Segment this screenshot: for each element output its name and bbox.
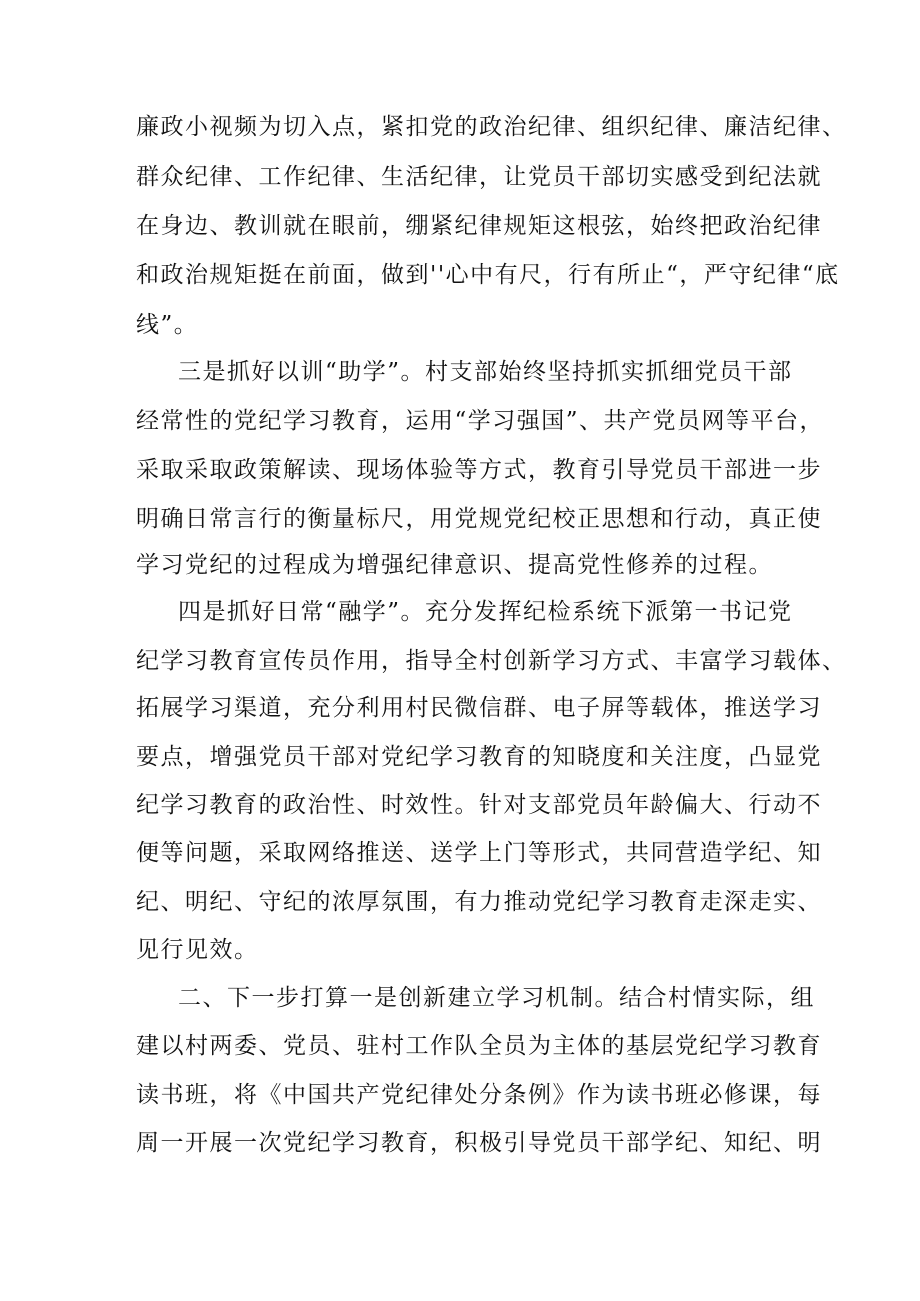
text-line: 拓展学习渠道，充分利用村民微信群、电子屏等载体，推送学习 — [136, 695, 822, 721]
text-line: 在身边、教训就在眼前，绷紧纪律规矩这根弦，始终把政治纪律 — [136, 213, 822, 239]
text-line: 建以村两委、党员、驻村工作队全员为主体的基层党纪学习教育 — [136, 1033, 822, 1059]
text-line: 纪学习教育的政治性、时效性。针对支部党员年龄偏大、行动不 — [136, 792, 822, 818]
paragraph-start-line: 四是抓好日常“融学”。充分发挥纪检系统下派第一书记党 — [178, 599, 793, 625]
text-line: 纪学习教育宣传员作用，指导全村创新学习方式、丰富学习载体、 — [136, 648, 847, 674]
text-line: 周一开展一次党纪学习教育，积极引导党员干部学纪、知纪、明 — [136, 1130, 822, 1156]
text-line: 见行见效。 — [136, 937, 259, 963]
text-line: 廉政小视频为切入点，紧扣党的政治纪律、组织纪律、廉洁纪律、 — [136, 114, 847, 140]
text-line: 线”。 — [136, 312, 199, 338]
text-line: 明确日常言行的衡量标尺，用党规党纪校正思想和行动，真正使 — [136, 506, 822, 532]
text-line: 读书班，将《中国共产党纪律处分条例》作为读书班必修课，每 — [136, 1082, 822, 1108]
text-line: 便等问题，采取网络推送、送学上门等形式，共同营造学纪、知 — [136, 840, 822, 866]
text-line: 群众纪律、工作纪律、生活纪律，让党员干部切实感受到纪法就 — [136, 164, 822, 190]
text-line: 采取采取政策解读、现场体验等方式，教育引导党员干部进一步 — [136, 457, 822, 483]
text-line: 和政治规矩挺在前面，做到''心中有尺，行有所止“，严守纪律“底 — [136, 262, 840, 288]
text-line: 经常性的党纪学习教育，运用“学习强国”、共产党员网等平台， — [136, 408, 825, 434]
text-line: 学习党纪的过程成为增强纪律意识、提高党性修养的过程。 — [136, 552, 773, 578]
text-line: 要点，增强党员干部对党纪学习教育的知晓度和关注度，凸显党 — [136, 744, 822, 770]
paragraph-start-line: 三是抓好以训“助学”。村支部始终坚持抓实抓细党员干部 — [178, 359, 793, 385]
paragraph-start-line: 二、下一步打算一是创新建立学习机制。结合村情实际，组 — [178, 985, 815, 1011]
text-line: 纪、明纪、守纪的浓厚氛围，有力推动党纪学习教育走深走实、 — [136, 889, 822, 915]
